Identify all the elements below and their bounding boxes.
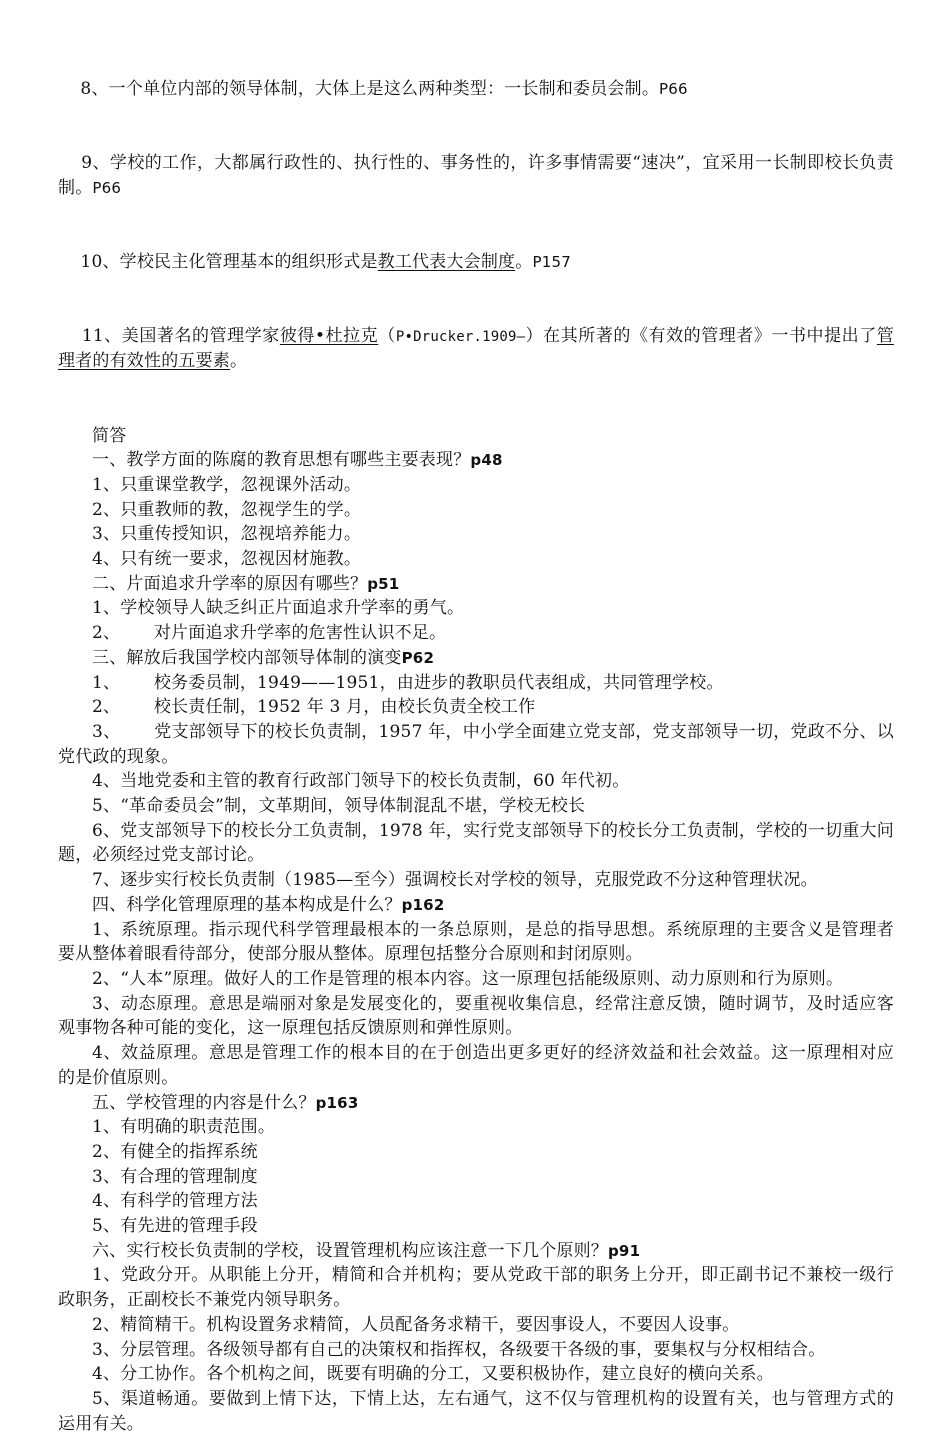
answer-item: 2、“人本”原理。做好人的工作是管理的根本内容。这一原理包括能级原则、动力原则和行为原则。 bbox=[92, 969, 844, 989]
fill-item-text: （ bbox=[378, 325, 396, 346]
answer-item: 1、只重课堂教学，忽视课外活动。 bbox=[92, 474, 362, 495]
answer-item: 1、系统原理。指示现代科学管理最根本的一条总原则，是总的指导思想。系统原理的主要含义是管理者要从整体着眼看待部分，使部分服从整体。原理包括整分合原则和封闭原则。 bbox=[58, 919, 894, 965]
fill-item-text: 。 bbox=[515, 251, 533, 272]
answer-item: 5、有先进的管理手段 bbox=[92, 1216, 258, 1237]
question-text: 一、教学方面的陈腐的教育思想有哪些主要表现？ bbox=[92, 450, 471, 471]
question-text: 二、片面追求升学率的原因有哪些？ bbox=[92, 573, 368, 594]
latin-name: P•Drucker.1909— bbox=[395, 328, 526, 345]
answer-item: 4、有科学的管理方法 bbox=[92, 1191, 258, 1212]
page-ref: P157 bbox=[532, 252, 571, 271]
question-heading bbox=[58, 572, 894, 597]
answer-item: 4、当地党委和主管的教育行政部门领导下的校长负责制，60 年代初。 bbox=[92, 771, 630, 792]
answer-item: 3、动态原理。意思是端丽对象是发展变化的，要重视收集信息，经常注意反馈，随时调节，及时适应客观事物各种可能的变化，这一原理包括反馈原则和弹性原则。 bbox=[58, 993, 894, 1039]
page-ref: P62 bbox=[401, 648, 435, 667]
question-heading bbox=[58, 893, 894, 918]
fill-item-text: 。 bbox=[230, 351, 248, 372]
fill-item-10 bbox=[58, 225, 894, 299]
fill-item-11 bbox=[58, 299, 894, 399]
answer-item: 5、“革命委员会”制，文革期间，领导体制混乱不堪，学校无校长 bbox=[92, 796, 586, 817]
answer-item: 3、 党支部领导下的校长负责制，1957 年，中小学全面建立党支部，党支部领导一切，党政不分、以党代政的现象。 bbox=[58, 721, 894, 767]
fill-item-text: 9、学校的工作，大都属行政性的、执行性的、事务性的，许多事情需要“速决”，宜采用一长制即校长负责制。 bbox=[58, 152, 894, 198]
question-text: 五、学校管理的内容是什么？ bbox=[92, 1092, 316, 1113]
fill-item-text: ）在其所著的《有效的管理者》一书中提出了 bbox=[525, 325, 877, 346]
answer-item: 3、分层管理。各级领导都有自己的决策权和指挥权，各级要干各级的事，要集权与分权相结合。 bbox=[92, 1339, 826, 1360]
question-heading bbox=[58, 1239, 894, 1264]
page-ref: p163 bbox=[315, 1093, 359, 1112]
answer-item: 5、渠道畅通。要做到上情下达，下情上达，左右通气，这不仅与管理机构的设置有关，也与管理方式的运用有关。 bbox=[58, 1388, 894, 1434]
fill-answer: 教工代表大会制度 bbox=[377, 251, 516, 272]
answer-item: 2、只重教师的教，忽视学生的学。 bbox=[92, 499, 362, 520]
question-text: 三、解放后我国学校内部领导体制的演变 bbox=[92, 647, 402, 668]
question-heading bbox=[58, 1091, 894, 1116]
answer-item: 1、有明确的职责范围。 bbox=[92, 1117, 276, 1138]
answer-item: 1、 校务委员制，1949——1951，由进步的教职员代表组成，共同管理学校。 bbox=[92, 672, 724, 693]
answer-item: 2、 校长责任制，1952 年 3 月，由校长负责全校工作 bbox=[92, 697, 536, 718]
fill-item-text: 8、一个单位内部的领导体制，大体上是这么两种类型：一长制和委员会制。 bbox=[80, 78, 660, 99]
answer-item: 4、只有统一要求，忽视因材施教。 bbox=[92, 549, 362, 570]
page-ref: P66 bbox=[659, 79, 688, 98]
question-text: 六、实行校长负责制的学校，设置管理机构应该注意一下几个原则？ bbox=[92, 1240, 608, 1261]
fill-answer: 管理者的有效性的五要素 bbox=[58, 325, 894, 372]
answer-item: 1、学校领导人缺乏纠正片面追求升学率的勇气。 bbox=[92, 598, 465, 619]
answer-item: 2、有健全的指挥系统 bbox=[92, 1141, 258, 1162]
fill-item-text: 10、学校民主化管理基本的组织形式是 bbox=[80, 251, 378, 272]
answer-item: 7、逐步实行校长负责制（1985—至今）强调校长对学校的领导，克服党政不分这种管理状况。 bbox=[92, 870, 818, 891]
spacer bbox=[58, 399, 894, 424]
question-heading bbox=[58, 646, 894, 671]
person-name: 彼得•杜拉克 bbox=[279, 325, 379, 346]
answer-item: 2、精简精干。机构设置务求精简，人员配备务求精干，要因事设人，不要因人设事。 bbox=[92, 1314, 740, 1335]
answer-item: 3、只重传授知识，忽视培养能力。 bbox=[92, 524, 362, 545]
question-text: 四、科学化管理原理的基本构成是什么？ bbox=[92, 894, 402, 915]
answer-item: 6、党支部领导下的校长分工负责制，1978 年，实行党支部领导下的校长分工负责制，学校的一切重大问题，必须经过党支部讨论。 bbox=[58, 820, 894, 866]
fill-item-9 bbox=[58, 126, 894, 225]
fill-item-8 bbox=[58, 52, 894, 126]
page-ref: p91 bbox=[608, 1241, 641, 1260]
page-ref: p162 bbox=[401, 895, 445, 914]
short-answer-sections bbox=[58, 448, 894, 1436]
document-page bbox=[58, 52, 894, 1436]
question-heading bbox=[58, 448, 894, 473]
page-ref: P66 bbox=[92, 178, 122, 197]
page-ref: p51 bbox=[367, 574, 400, 593]
answer-item: 1、党政分开。从职能上分开，精简和合并机构；要从党政干部的职务上分开，即正副书记不兼校一级行政职务，正副校长不兼党内领导职务。 bbox=[58, 1265, 894, 1311]
answer-item: 4、分工协作。各个机构之间，既要有明确的分工，又要积极协作，建立良好的横向关系。 bbox=[92, 1364, 774, 1385]
page-ref: p48 bbox=[470, 451, 503, 470]
section-title: 简答 bbox=[92, 425, 127, 446]
answer-item: 2、 对片面追求升学率的危害性认识不足。 bbox=[92, 623, 447, 644]
fill-item-text: 11、美国著名的管理学家 bbox=[81, 325, 280, 346]
answer-item: 3、有合理的管理制度 bbox=[92, 1166, 258, 1187]
answer-item: 4、效益原理。意思是管理工作的根本目的在于创造出更多更好的经济效益和社会效益。这一原理相对应的是价值原则。 bbox=[58, 1043, 894, 1088]
